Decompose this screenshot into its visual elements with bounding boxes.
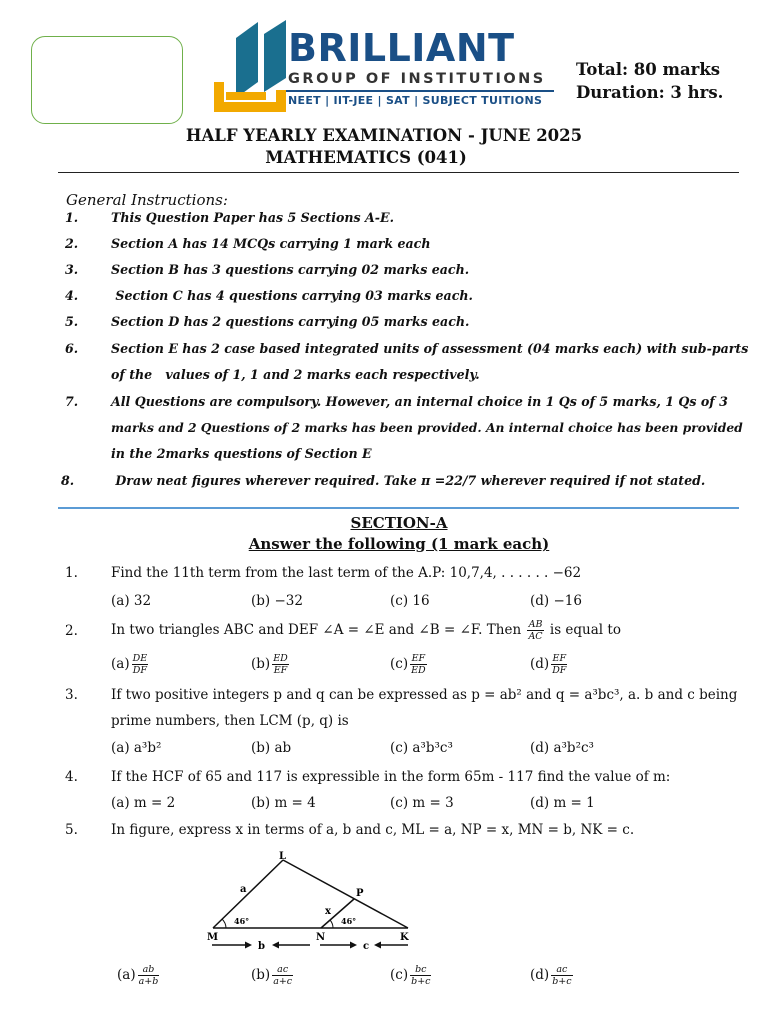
section-divider: [58, 507, 739, 509]
option-a: (a) $\frac{ab}{a+b}$: [117, 964, 159, 987]
instruction-item: 5. Section D has 2 questions carrying 05 marks each.: [65, 314, 470, 329]
header-divider: [58, 172, 739, 173]
question-1: 1. Find the 11th term from the last term of the A.P: 10,7,4, . . . . . . −62 (a) 32 (b) −32 (c) 16 (d) −16: [65, 565, 582, 609]
option-a: (a) 32: [111, 593, 152, 609]
option-a: (a) a³b²: [111, 740, 162, 756]
option-d: (d) a³b²c³: [530, 740, 594, 756]
section-a-title: SECTION-A: [350, 514, 448, 532]
label-L: L: [279, 851, 287, 862]
fraction: $\frac{AB}{AC}$: [528, 619, 543, 642]
label-c: c: [363, 941, 370, 952]
option-a: (a) m = 2: [111, 795, 176, 811]
question-4: 4. If the HCF of 65 and 117 is expressible in the form 65m - 117 find the value of m: (a) m = 2 (b) m = 4 (c) m = 3 (d) m = 1: [65, 769, 671, 811]
subject-title: MATHEMATICS (041): [265, 148, 467, 167]
triangle-figure: [200, 848, 428, 952]
option-d: (d) $\frac{EF}{DF}$: [530, 653, 567, 676]
option-c: (c) 16: [390, 593, 430, 609]
instruction-item: 7. All Questions are compulsory. However, an internal choice in 1 Qs of 5 marks, 1 Qs of 3 marks and 2 Questions of 2 marks has been provided. An internal choice has been provided in the 2marks questions of Section E: [65, 394, 743, 461]
instruction-item: 8. Draw neat figures wherever required. Take π =22/7 wherever required if not stated.: [61, 473, 706, 488]
option-c: (c) a³b³c³: [390, 740, 453, 756]
roll-number-box: [31, 36, 183, 124]
question-text: If the HCF of 65 and 117 is expressible in the form 65m - 117 find the value of m:: [111, 769, 671, 785]
question-text-cont: prime numbers, then LCM (p, q) is: [111, 713, 349, 729]
question-5-options: [0, 962, 768, 992]
label-K: K: [400, 932, 409, 943]
option-c: (c) m = 3: [390, 795, 454, 811]
exam-title: HALF YEARLY EXAMINATION - JUNE 2025: [185, 126, 583, 145]
label-b: b: [258, 941, 265, 952]
instructions-heading: General Instructions:: [66, 191, 228, 209]
option-b: (b) $\frac{ED}{EF}$: [251, 653, 288, 676]
label-a: a: [240, 884, 247, 895]
brand-subtitle: GROUP OF INSTITUTIONS: [288, 71, 546, 87]
instruction-item: 2. Section A has 14 MCQs carrying 1 mark each: [65, 236, 431, 251]
option-b: (b) −32: [251, 593, 303, 609]
option-b: (b) ab: [251, 740, 292, 756]
option-d: (d) $\frac{ac}{b+c}$: [530, 964, 572, 987]
instructions-list: [61, 205, 749, 494]
option-d: (d) −16: [530, 593, 582, 609]
label-angle-n: 46°: [341, 916, 357, 926]
instruction-item: 1. This Question Paper has 5 Sections A-E.: [65, 210, 395, 225]
section-a-subtitle: Answer the following (1 mark each): [248, 535, 550, 553]
total-marks: Total: 80 marks: [576, 60, 721, 79]
brand-title: BRILLIANT: [288, 26, 515, 70]
option-d: (d) m = 1: [530, 795, 595, 811]
label-P: P: [356, 888, 364, 899]
label-angle-m: 46°: [234, 916, 250, 926]
question-3: 3. If two positive integers p and q can be expressed as p = ab² and q = a³bc³, a. b and c being prime numbers, then LCM (p, q) is (a) a³b² (b) ab (c) a³b³c³ (d) a³b²c³: [65, 687, 738, 756]
label-x: x: [325, 906, 331, 917]
option-b: (b) $\frac{ac}{a+c}$: [251, 964, 293, 987]
question-text: In figure, express x in terms of a, b and c, ML = a, NP = x, MN = b, NK = c.: [111, 822, 635, 838]
question-text: In two triangles ABC and DEF ∠A = ∠E and ∠B = ∠F. Then $\frac{AB}{AC}$ is equal to: [111, 619, 621, 642]
question-text: Find the 11th term from the last term of the A.P: 10,7,4, . . . . . . −62: [111, 565, 582, 581]
question-text: If two positive integers p and q can be expressed as p = ab² and q = a³bc³, a. b and c being: [111, 687, 738, 703]
instruction-item: 3. Section B has 3 questions carrying 02 marks each.: [65, 262, 470, 277]
instruction-item: 4. Section C has 4 questions carrying 03 marks each.: [65, 288, 473, 303]
option-c: (c) $\frac{EF}{ED}$: [390, 653, 426, 676]
option-a: (a) $\frac{DE}{DF}$: [111, 653, 148, 676]
option-b: (b) m = 4: [251, 795, 316, 811]
instruction-item: 6. Section E has 2 case based integrated units of assessment (04 marks each) with sub-parts of the values of 1, 1 and 2 marks each respectively.: [65, 341, 749, 382]
brand-divider: [286, 90, 554, 92]
brand-tagline: NEET | IIT-JEE | SAT | SUBJECT TUITIONS: [288, 94, 543, 107]
label-N: N: [316, 932, 326, 943]
option-c: (c) $\frac{bc}{b+c}$: [390, 964, 431, 987]
label-M: M: [207, 932, 219, 943]
question-2: 2. In two triangles ABC and DEF ∠A = ∠E and ∠B = ∠F. Then $\frac{AB}{AC}$ is equal to (a) $\frac{DE}{DF}$ (b) $\frac{ED}{EF}$ (c) $\frac{EF}{ED}$ (d) $\frac{EF}{DF}$: [65, 619, 621, 676]
duration: Duration: 3 hrs.: [576, 83, 724, 102]
question-5: 5. In figure, express x in terms of a, b and c, ML = a, NP = x, MN = b, NK = c.: [65, 822, 635, 838]
